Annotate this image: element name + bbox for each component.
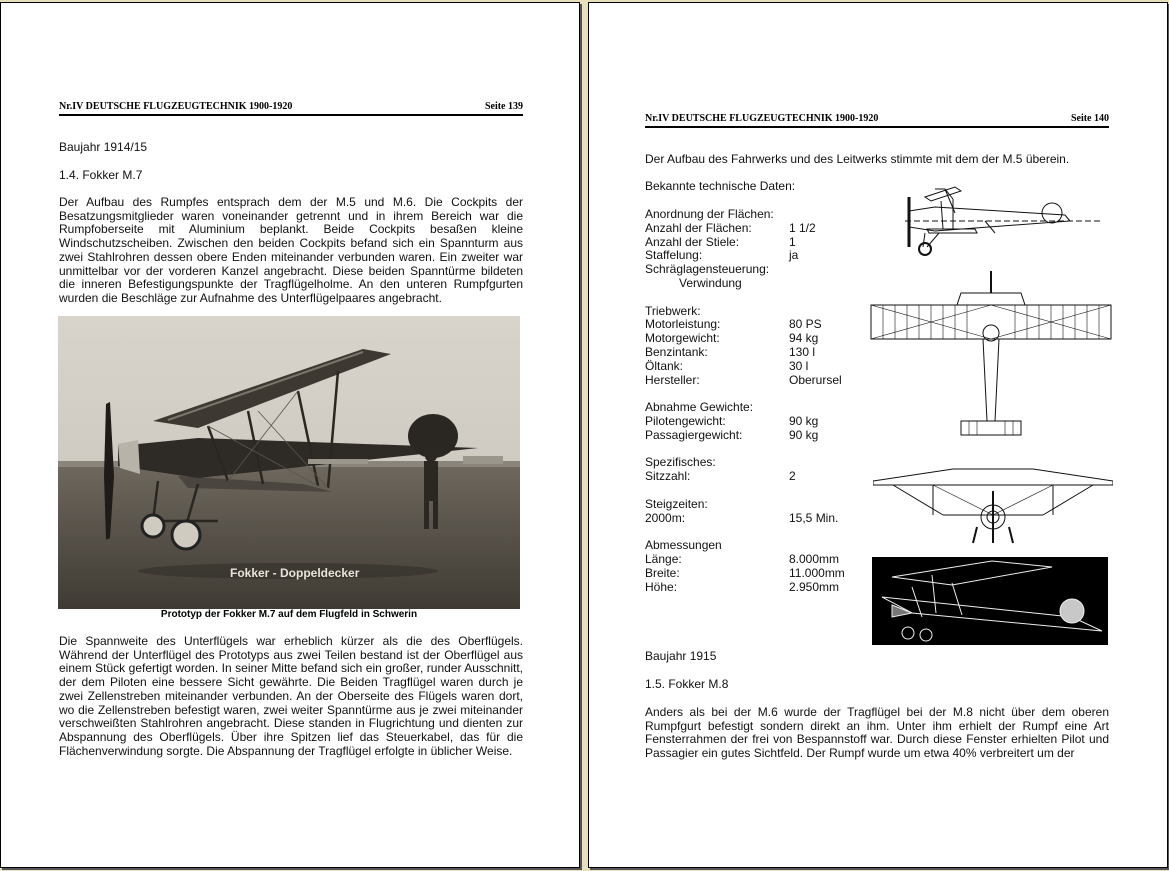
- spec-row: Abmessungen: [645, 538, 722, 553]
- spec-row: Benzintank: 130 l: [645, 344, 816, 359]
- year-label: Baujahr 1915: [645, 649, 717, 663]
- side-view-drawing: [895, 183, 1105, 263]
- spec-row: Länge: 8.000mm: [645, 551, 840, 566]
- spec-row: Sitzzahl: 2: [645, 469, 796, 484]
- top-view-drawing: [869, 271, 1113, 443]
- spec-table: [645, 208, 905, 594]
- front-view-drawing: [873, 467, 1113, 549]
- page-header: [645, 113, 1109, 128]
- year-label: Baujahr 1914/15: [59, 140, 148, 154]
- spec-row: Anordnung der Flächen:: [645, 207, 774, 221]
- spec-row: Anzahl der Flächen: 1 1/2: [645, 220, 816, 235]
- right-page: [588, 2, 1168, 868]
- spec-row: Höhe: 2.950mm: [645, 579, 840, 594]
- spec-row: Breite: 11.000mm: [645, 565, 845, 580]
- photo-caption: Prototyp der Fokker M.7 auf dem Flugfeld in Schwerin: [160, 609, 418, 620]
- spec-row: Staffelung: ja: [645, 248, 799, 263]
- header-page-number: Seite 140: [1070, 113, 1109, 124]
- spec-row: Anzahl der Stiele: 1: [645, 234, 796, 249]
- header-title: Nr.IV DEUTSCHE FLUGZEUGTECHNIK 1900-1920: [59, 101, 293, 112]
- spec-row: Passagiergewicht: 90 kg: [645, 427, 819, 442]
- spec-row: Steigzeiten:: [645, 496, 708, 511]
- known-data-label: Bekannte technische Daten:: [645, 179, 796, 193]
- spec-row: Hersteller: Oberursel: [645, 372, 842, 387]
- spec-row: Motorgewicht: 94 kg: [645, 331, 819, 346]
- spec-row: Spezifisches:: [645, 455, 716, 470]
- left-page: [0, 2, 580, 868]
- spec-row: Schräglagensteuerung:: [645, 262, 770, 277]
- spec-row: 2000m: 15,5 Min.: [645, 510, 839, 525]
- section-heading: 1.5. Fokker M.8: [645, 677, 729, 691]
- spec-row: Triebwerk:: [645, 303, 701, 318]
- section-heading: 1.4. Fokker M.7: [59, 168, 143, 182]
- intro-line: Der Aufbau des Fahrwerks und des Leitwerks stimmte mit dem der M.5 überein.: [645, 152, 1070, 166]
- spec-row: Verwindung: [679, 275, 742, 290]
- header-page-number: Seite 139: [484, 101, 523, 112]
- page-header: [59, 101, 523, 116]
- aircraft-photo: [58, 316, 520, 609]
- spec-row: Abnahme Gewichte:: [645, 400, 754, 415]
- spec-row: Motorleistung: 80 PS: [645, 317, 822, 332]
- photo-overlay-text: Fokker - Doppeldecker: [230, 566, 360, 580]
- paragraph-3: Anders als bei der M.6 wurde der Tragflügel bei der M.8 nicht über dem oberen Rumpfgurt befestigt sondern direkt an ihm. Unter ihm erhielt der Rumpf eine Art Fensterrahmen der frei von Bespannstoff war. Durch diese Fenster erhielten Pilot und Passagier ein gutes Sichtfeld. Der Rumpf wurde um etwa 40% verbreitert um der: [645, 705, 1109, 761]
- paragraph-1: Der Aufbau des Rumpfes entsprach dem der M.5 und M.6. Die Cockpits der Besatzungsmitglieder waren voneinander getrennt und in ihrem Bereich war die Rumpfoberseite mit Aluminium beplankt. Beide Cockpits besaßen kleine Windschutzscheiben. Zwischen den beiden Cockpits befand sich ein Spannturm aus zwei Stahlrohren dessen obere Enden miteinander verbunden waren. Ein zweiter war unmittelbar vor der vorderen Kanzel angebracht. Diese beiden Spanntürme bildeten die inneren Befestigungspunkte der Tragflügelholme. An den unteren Rumpfgurten wurden die Beschläge zur Aufnahme des Unterflügelpaares angebracht.: [59, 195, 523, 305]
- spec-row: Öltank: 30 l: [645, 358, 809, 373]
- perspective-drawing: [872, 557, 1108, 645]
- spec-row: Pilotengewicht: 90 kg: [645, 413, 819, 428]
- paragraph-2: Die Spannweite des Unterflügels war erheblich kürzer als die des Oberflügels. Während der Unterflügel des Prototyps aus zwei Teilen bestand ist der Oberflügel aus einem Stück gefertigt worden. In seiner Mitte befand sich ein großer, runder Ausschnitt, der dem Piloten eine bessere Sicht gewährte. Die Beiden Tragflügel waren durch je zwei Zellenstreben miteinander verbunden. An der Oberseite des Flügels waren dort, wo die Zellenstreben befestigt waren, zwei weiter Spanntürme aus je zwei miteinander verschweißten Stahlrohren angebracht. Diese standen in Flugrichtung und dienten zur Abspannung des Oberflügels. Über ihre Spitzen lief das Steuerkabel, das für die Flächenverwindung sorgte. Die Abspannung der Tragflügel erfolgte in üblicher Weise.: [59, 634, 523, 758]
- header-title: Nr.IV DEUTSCHE FLUGZEUGTECHNIK 1900-1920: [645, 113, 879, 124]
